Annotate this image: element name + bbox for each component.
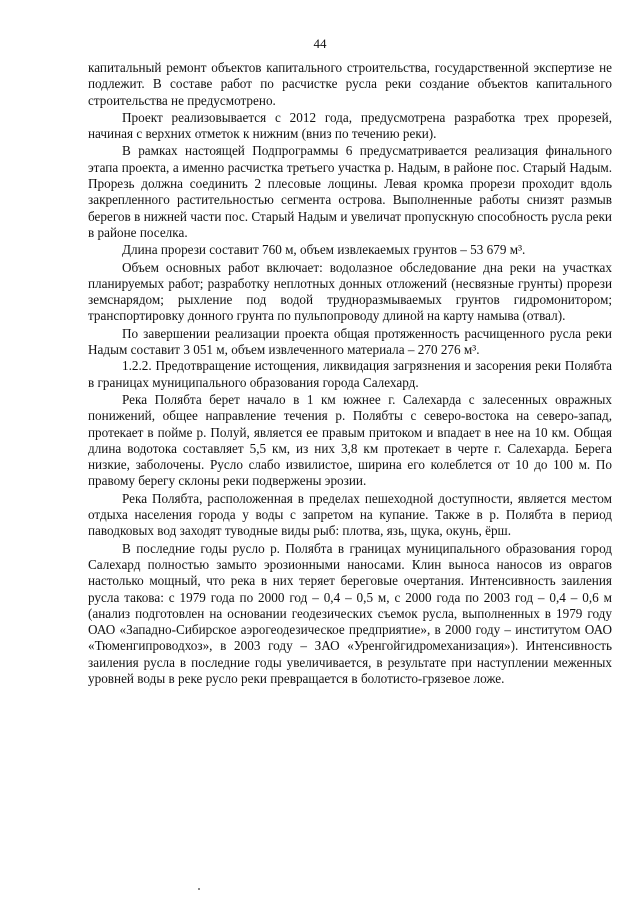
paragraph-polyabta-description: Река Полябта берет начало в 1 км южнее г. Салехарда с залесенных овражных понижений, общее направление течения р. Полябты с северо-востока на северо-запад, протекает в пойме р. Полуй, является ее правым притоком и впадает в нее на 10 км. Общая длина водотока составляет 5,5 км, из них 3,8 км протекает в черте г. Салехарда. Берега низкие, заболочены. Русло слабо извилистое, ширина его колеблется от 10 до 100 м. По правому берегу склоны реки подвержены эрозии. (88, 391, 612, 489)
document-body (88, 60, 612, 687)
scan-artifact (198, 888, 200, 890)
paragraph-continuation: капитальный ремонт объектов капитального строительства, государственной экспертизе не подлежит. В составе работ по расчистке русла реки создание объектов капитального строительства не предусмотрено. (88, 60, 612, 108)
paragraph-cut-length: Длина прорези составит 760 м, объем извлекаемых грунтов – 53 679 м³. (122, 242, 526, 258)
paragraph-nadym-total: По завершении реализации проекта общая протяженность расчищенного русла реки Надым составит 3 051 м, объем извлеченного материала – 270 276 м³. (88, 325, 612, 358)
section-heading-1-2-2: 1.2.2. Предотвращение истощения, ликвидация загрязнения и засорения реки Полябта в границах муниципального образования города Салехард. (88, 358, 612, 390)
paragraph-polyabta-recreation: Река Полябта, расположенная в пределах пешеходной доступности, является местом отдыха населения города у воды с запретом на купание. Также в р. Полябта в период паводковых вод заходят туводные виды рыб: плотва, язь, щука, окунь, ёрш. (88, 490, 612, 539)
paragraph-polyabta-siltation: В последние годы русло р. Полябта в границах муниципального образования город Салехард полностью замыто эрозионными наносами. Клин выноса наносов из оврагов настолько мощный, что река в них теряет береговые очертания. Интенсивность заиления русла такова: с 1979 года по 2000 год – 0,4 – 0,5 м, с 2000 года по 2003 год – 0,4 – 0,6 м (анализ подготовлен на основании геодезических съемок русла, выполненных в 1979 году ОАО «Западно-Сибирское аэрогеодезическое предприятие», в 2000 году – институтом ОАО «Тюменгипроводхоз», в 2003 году – ЗАО «Уренгойгидромеханизация»). Интенсивность заиления русла в последние годы увеличивается, в результате при наступлении меженных уровней воды в реке русло реки превращается в болотисто-грязевое ложе. (88, 540, 612, 686)
page-number: 44 (313, 36, 327, 51)
paragraph-works-scope: Объем основных работ включает: водолазное обследование дна реки на участках планируемых работ; разработку неплотных донных отложений (несвязные грунты) прорези земснарядом; рыхление под водой трудноразмываемых грунтов гидромонитором; транспортировку донного грунта по пульпопроводу длиной на карту намыва (отвал). (88, 259, 612, 324)
paragraph-subprogram-6: В рамках настоящей Подпрограммы 6 предусматривается реализация финального этапа проекта, а именно расчистка третьего участка р. Надым, в районе пос. Старый Надым. Прорезь должна соединить 2 плесовые лощины. Левая кромка прорези проходит вдоль закрепленного растительностью сегмента острова. Выполненные работы снизят размыв берегов в нижней части пос. Старый Надым и увеличат пропускную способность русла реки в районе поселка. (88, 143, 612, 240)
paragraph-project-start: Проект реализовывается с 2012 года, предусмотрена разработка трех прорезей, начиная с верхних отметок к нижним (вниз по течению реки). (88, 109, 612, 142)
